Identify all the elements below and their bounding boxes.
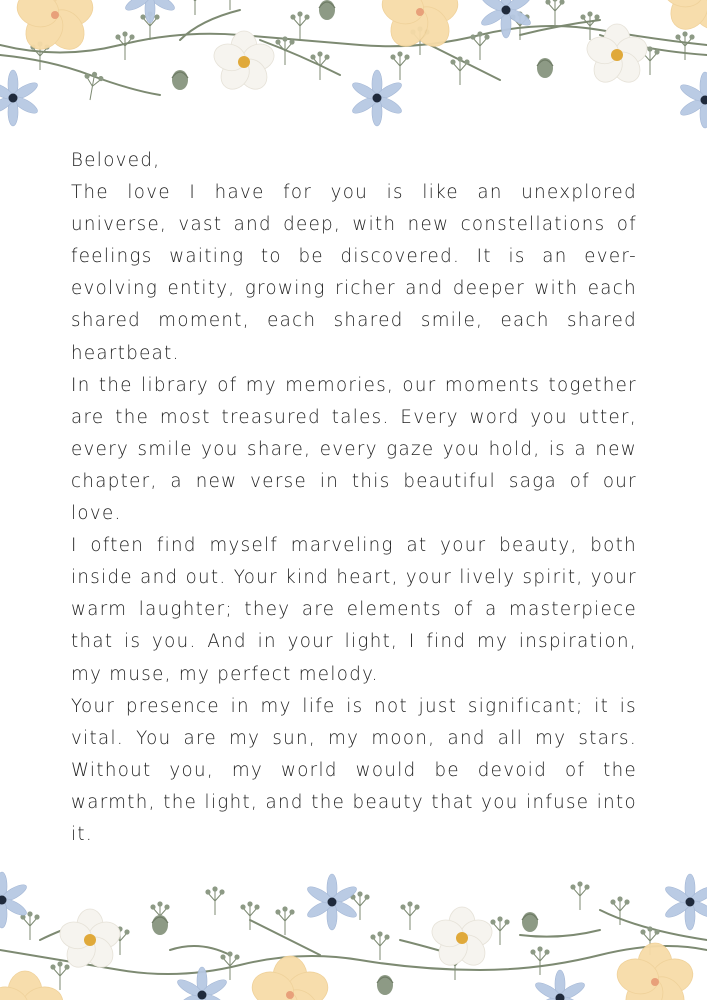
white-flower (57, 909, 124, 973)
bud (319, 0, 335, 20)
blue-flower (533, 970, 586, 1000)
white-flower (584, 24, 651, 88)
blue-flower (0, 70, 40, 126)
blue-flower (123, 0, 176, 23)
blue-flower (305, 874, 358, 930)
bud (152, 915, 168, 935)
bud (522, 912, 538, 932)
blue-flower (678, 72, 707, 128)
white-flower (429, 907, 496, 971)
blue-flower (175, 967, 228, 1000)
blue-flower (350, 70, 403, 126)
bottom-floral-border (0, 860, 707, 1000)
peach-flower (13, 0, 98, 57)
bud (377, 975, 393, 995)
peach-flower (658, 0, 707, 37)
bud (537, 58, 553, 78)
paragraph-4: Your presence in my life is not just significant; it is vital. You are my sun, my moon, and all my stars. Without you, my world would be devoid of the warmth, the light, and the beauty that you infuse into it. (71, 695, 637, 845)
paragraph-1: The love I have for you is like an unexplored universe, vast and deep, with new constellations of feelings waiting to be discovered. It is an ever-evolving entity, growing richer and deeper with each shared moment, each shared smile, each shared heartbeat. (71, 182, 637, 364)
peach-flower (613, 943, 698, 1000)
peach-flower (248, 956, 333, 1000)
top-floral-border (0, 0, 707, 140)
blue-flower (663, 874, 707, 930)
paragraph-3: I often find myself marveling at your beauty, both inside and out. Your kind heart, your lively spirit, your warm laughter; they are elements of a masterpiece that is you. And in your light, I find my inspiration, my muse, my perfect melody. (71, 535, 637, 685)
letter-body (71, 145, 637, 851)
paragraph-2: In the library of my memories, our moments together are the most treasured tales. Every word you utter, every smile you share, every gaze you hold, is a new chapter, a new verse in this beautiful saga of our love. (71, 374, 637, 525)
salutation: Beloved, (71, 150, 161, 171)
bud (172, 70, 188, 90)
white-flower (211, 31, 278, 95)
peach-flower (0, 971, 67, 1000)
